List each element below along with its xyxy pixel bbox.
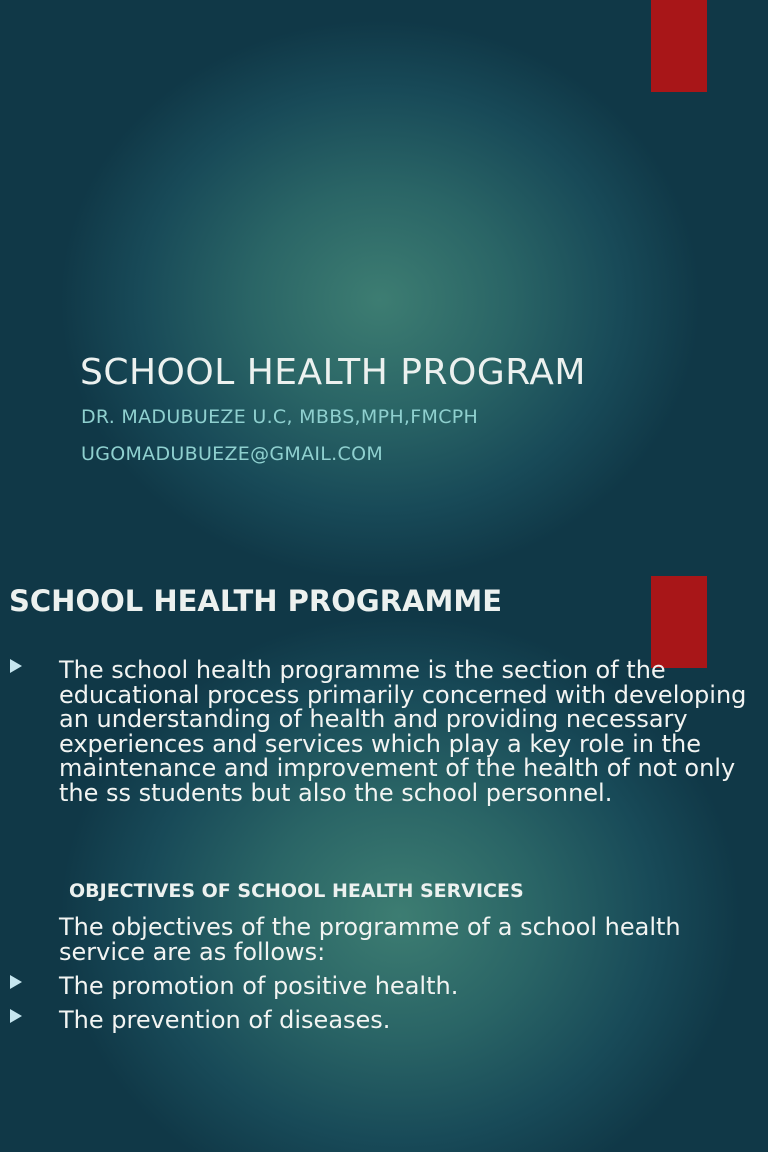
bullet-arrow-icon <box>10 1009 22 1023</box>
content-slide <box>0 576 768 1152</box>
accent-bar <box>651 0 707 92</box>
slide-title: SCHOOL HEALTH PROGRAM <box>80 352 586 393</box>
bullet-arrow-icon <box>10 659 22 673</box>
paragraph-text: The objectives of the programme of a school health service are as follows: <box>59 913 681 966</box>
author-email: UGOMADUBUEZE@GMAIL.COM <box>81 443 384 465</box>
bullet-arrow-icon <box>10 975 22 989</box>
bullet-text: The school health programme is the section of the educational process primarily concerned with developing an understanding of health and providing necessary experiences and services which play a key role in the maintenance and improvement of the health of not only the ss students but also the school personnel. <box>59 656 747 807</box>
objectives-heading: OBJECTIVES OF SCHOOL HEALTH SERVICES <box>69 880 524 902</box>
slide-title: SCHOOL HEALTH PROGRAMME <box>9 584 503 618</box>
bullet-text: The promotion of positive health. <box>59 972 459 1000</box>
author-line: DR. MADUBUEZE U.C, MBBS,MPH,FMCPH <box>81 406 479 428</box>
accent-bar <box>651 576 707 668</box>
bullet-text: The prevention of diseases. <box>59 1006 391 1034</box>
